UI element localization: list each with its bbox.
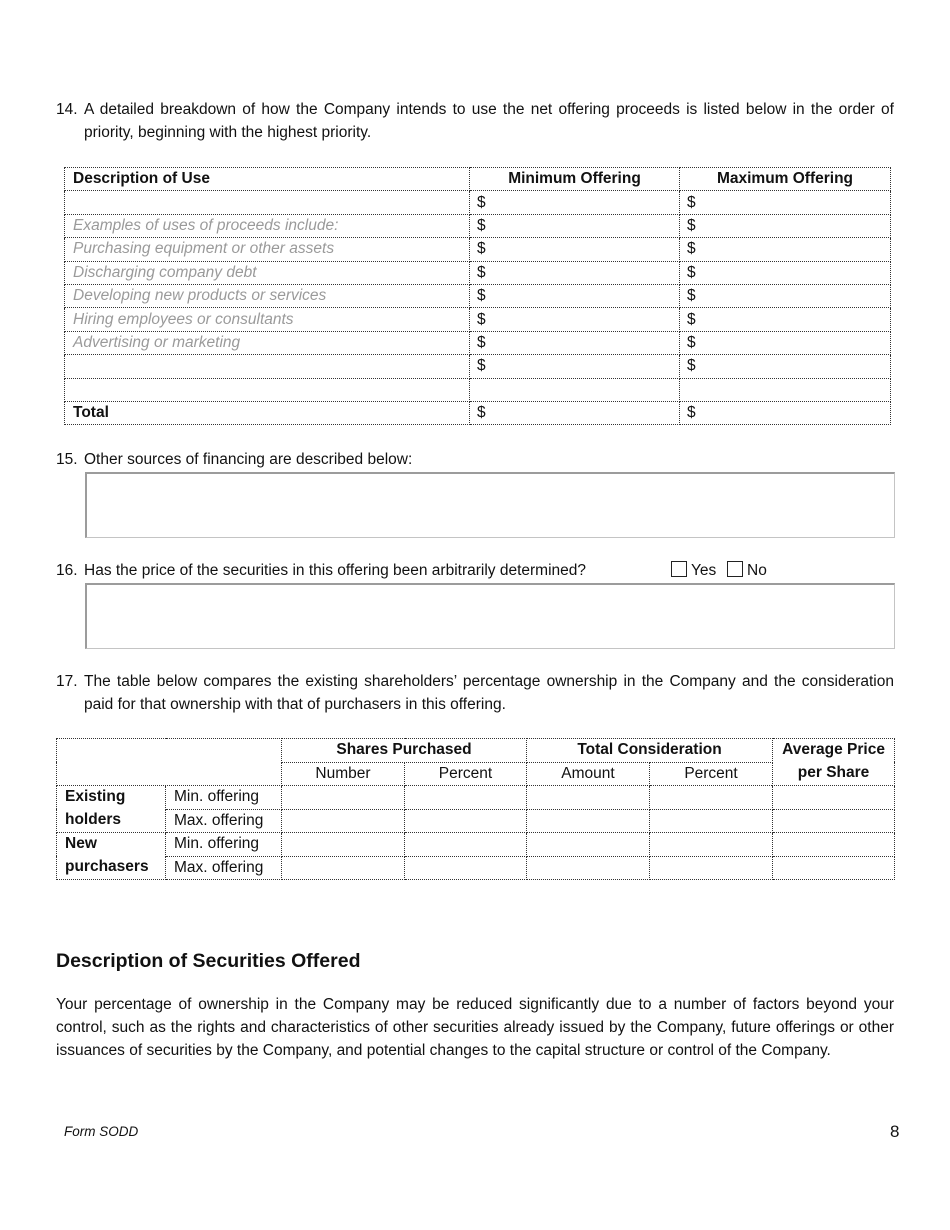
amount-field[interactable]: [527, 786, 650, 810]
subheader-number: Number: [282, 762, 405, 786]
use-description-field[interactable]: [65, 191, 470, 214]
item-text: The table below compares the existing shareholders’ percentage ownership in the Company and the consideration paid for that ownership with that of purchasers in this offering.: [84, 673, 894, 713]
item-17: [56, 671, 894, 716]
percent-field[interactable]: [405, 786, 527, 810]
item-number: 16.: [56, 562, 78, 579]
amount-field[interactable]: [527, 856, 650, 880]
subheader-percent: Percent: [650, 762, 773, 786]
header-average-price: Average Price per Share: [773, 739, 895, 786]
percent-field[interactable]: [405, 856, 527, 880]
table-header-row: [65, 168, 891, 191]
section-heading: Description of Securities Offered: [56, 950, 361, 972]
min-total-field[interactable]: $: [470, 401, 680, 424]
max-amount-field[interactable]: $: [680, 261, 891, 284]
max-amount-field[interactable]: $: [680, 331, 891, 354]
table-row: [65, 261, 891, 284]
max-amount-field[interactable]: $: [680, 284, 891, 307]
number-field[interactable]: [282, 856, 405, 880]
amount-field[interactable]: [527, 833, 650, 857]
no-checkbox[interactable]: [727, 561, 743, 577]
min-amount-field[interactable]: $: [470, 214, 680, 237]
empty-cell[interactable]: [65, 378, 470, 401]
percent-field[interactable]: [650, 856, 773, 880]
table-row: [65, 214, 891, 237]
min-amount-field[interactable]: $: [470, 238, 680, 261]
ownership-comparison-table: [56, 738, 895, 880]
item-text: Other sources of financing are described below:: [84, 451, 413, 468]
yes-label: Yes: [691, 562, 717, 579]
table-row: [57, 786, 895, 810]
use-description-field[interactable]: Advertising or marketing: [65, 331, 470, 354]
average-price-field[interactable]: [773, 809, 895, 833]
table-header-row: [57, 739, 895, 763]
percent-field[interactable]: [650, 786, 773, 810]
percent-field[interactable]: [405, 833, 527, 857]
table-row: [65, 238, 891, 261]
number-field[interactable]: [282, 786, 405, 810]
min-amount-field[interactable]: $: [470, 261, 680, 284]
use-of-proceeds-table: [64, 167, 891, 425]
row-label: Max. offering: [166, 809, 282, 833]
item-14: [56, 99, 894, 144]
empty-cell[interactable]: [470, 378, 680, 401]
subheader-percent: Percent: [405, 762, 527, 786]
page-number: 8: [890, 1122, 900, 1141]
row-label: Min. offering: [166, 833, 282, 857]
item-15: [56, 449, 894, 472]
table-row: [65, 308, 891, 331]
max-amount-field[interactable]: $: [680, 238, 891, 261]
table-row: [57, 833, 895, 857]
no-label: No: [747, 562, 767, 579]
header-shares-purchased: Shares Purchased: [282, 739, 527, 763]
row-label: Min. offering: [166, 786, 282, 810]
empty-cell[interactable]: [680, 378, 891, 401]
empty-header-cell: [57, 739, 282, 786]
min-amount-field[interactable]: $: [470, 284, 680, 307]
number-field[interactable]: [282, 809, 405, 833]
min-amount-field[interactable]: $: [470, 331, 680, 354]
use-description-field[interactable]: Developing new products or services: [65, 284, 470, 307]
use-description-field[interactable]: Discharging company debt: [65, 261, 470, 284]
table-row: [57, 809, 895, 833]
total-label: Total: [65, 401, 470, 424]
new-purchasers-label: New purchasers: [57, 833, 166, 880]
percent-field[interactable]: [650, 809, 773, 833]
table-row: [57, 856, 895, 880]
yes-checkbox[interactable]: [671, 561, 687, 577]
existing-holders-label: Existing holders: [57, 786, 166, 833]
amount-field[interactable]: [527, 809, 650, 833]
item-16: [56, 560, 656, 583]
table-row: [65, 191, 891, 214]
total-row: [65, 401, 891, 424]
table-row: [65, 284, 891, 307]
subheader-amount: Amount: [527, 762, 650, 786]
item-number: 14.: [56, 101, 78, 118]
item-number: 15.: [56, 451, 78, 468]
max-amount-field[interactable]: $: [680, 355, 891, 378]
min-amount-field[interactable]: $: [470, 308, 680, 331]
min-amount-field[interactable]: $: [470, 191, 680, 214]
use-description-field[interactable]: Examples of uses of proceeds include:: [65, 214, 470, 237]
use-description-field[interactable]: [65, 355, 470, 378]
other-financing-textbox[interactable]: [85, 472, 895, 538]
header-minimum: Minimum Offering: [470, 168, 680, 191]
yes-option[interactable]: [671, 560, 716, 583]
header-total-consideration: Total Consideration: [527, 739, 773, 763]
max-amount-field[interactable]: $: [680, 308, 891, 331]
percent-field[interactable]: [405, 809, 527, 833]
table-row: [65, 331, 891, 354]
average-price-field[interactable]: [773, 833, 895, 857]
max-total-field[interactable]: $: [680, 401, 891, 424]
header-description: Description of Use: [65, 168, 470, 191]
table-row: [65, 355, 891, 378]
no-option[interactable]: [727, 560, 767, 583]
min-amount-field[interactable]: $: [470, 355, 680, 378]
item-text: Has the price of the securities in this offering been arbitrarily determined?: [84, 562, 587, 579]
row-label: Max. offering: [166, 856, 282, 880]
item-number: 17.: [56, 673, 78, 690]
percent-field[interactable]: [650, 833, 773, 857]
form-name: Form SODD: [64, 1124, 139, 1139]
average-price-field[interactable]: [773, 856, 895, 880]
average-price-field[interactable]: [773, 786, 895, 810]
use-description-field[interactable]: Hiring employees or consultants: [65, 308, 470, 331]
price-explanation-textbox[interactable]: [85, 583, 895, 649]
spacer-row: [65, 378, 891, 401]
header-maximum: Maximum Offering: [680, 168, 891, 191]
use-description-field[interactable]: Purchasing equipment or other assets: [65, 238, 470, 261]
section-paragraph: Your percentage of ownership in the Company may be reduced significantly due to a number of factors beyond your control, such as the rights and characteristics of other securities already issued by the Company, future offerings or other issuances of securities by the Company, and potential changes to the capital structure or control of the Company.: [56, 996, 894, 1059]
item-text: A detailed breakdown of how the Company intends to use the net offering proceeds is listed below in the order of priority, beginning with the highest priority.: [84, 101, 894, 141]
number-field[interactable]: [282, 833, 405, 857]
max-amount-field[interactable]: $: [680, 191, 891, 214]
max-amount-field[interactable]: $: [680, 214, 891, 237]
